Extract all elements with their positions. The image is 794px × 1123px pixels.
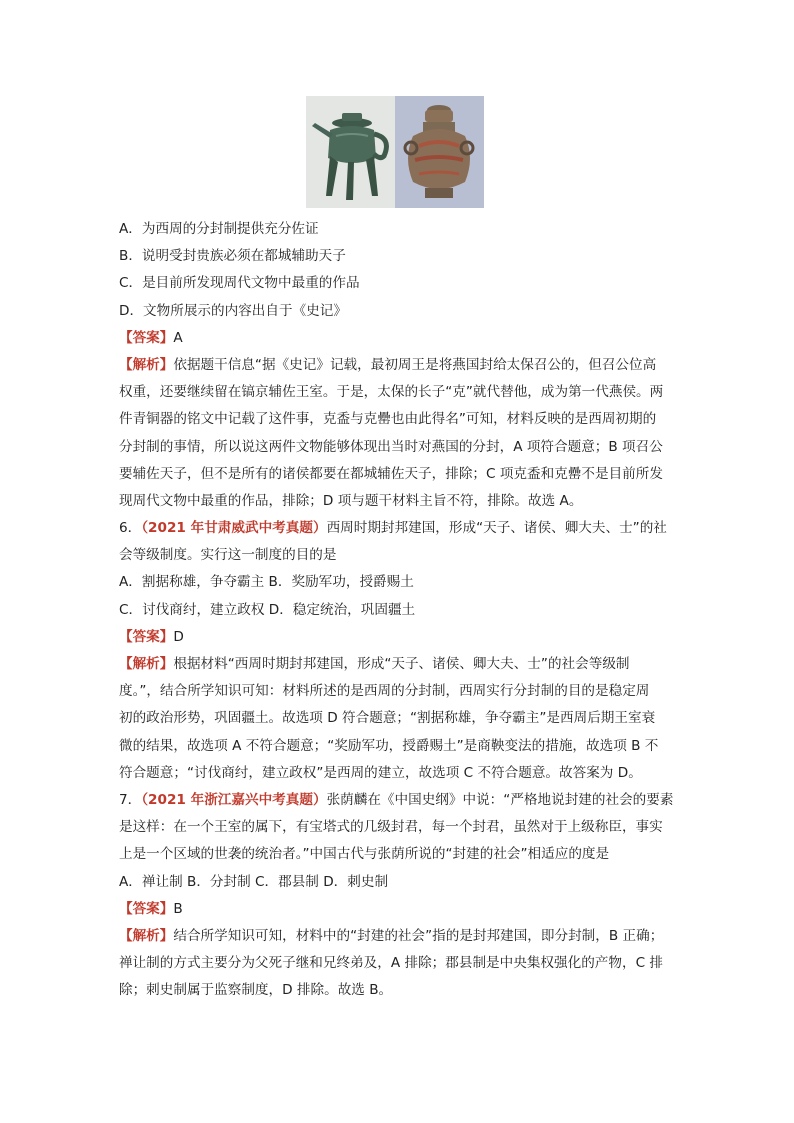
analysis-line bbox=[119, 651, 681, 678]
q7-stem-line bbox=[119, 787, 681, 814]
analysis-line: 分封制的事情，所以说这两件文物能够体现出当时对燕国的分封，A 项符合题意；B 项召公 bbox=[119, 438, 663, 455]
bronze-lei-vessel-photo bbox=[395, 96, 484, 208]
q5-analysis bbox=[119, 352, 681, 515]
q7-stem-line: 是这样：在一个王室的属下，有宝塔式的几级封君，每一个封君，虽然对于上级称臣，事实 bbox=[119, 819, 663, 836]
q7-stem-line: 上是一个区域的世袭的统治者。”中国古代与张荫所说的“封建的社会”相适应的度是 bbox=[119, 846, 610, 863]
q6-option-line: A．割据称雄，争夺霸主 B．奖励军功，授爵赐土 bbox=[119, 574, 414, 591]
bronze-vessels-figure bbox=[306, 96, 484, 208]
analysis-text: 依据题干信息“据《史记》记载，最初周王是将燕国封给太保召公的，但召公位高 bbox=[173, 356, 657, 373]
q7-answer bbox=[119, 896, 681, 923]
analysis-line: 微的结果，故选项 A 不符合题意；“奖励军功，授爵赐土”是商鞅变法的措施，故选项 B 不 bbox=[119, 737, 659, 754]
stem-text: 张荫麟在《中国史纲》中说：“严格地说封建的社会的要素 bbox=[326, 791, 674, 808]
question-number: 7． bbox=[119, 791, 142, 808]
answer-value: B bbox=[173, 900, 183, 917]
analysis-line: 除；刺史制属于监察制度，D 排除。故选 B。 bbox=[119, 982, 393, 999]
answer-value: D bbox=[173, 628, 184, 645]
analysis-line: 禅让制的方式主要分为父死子继和兄终弟及，A 排除；郡县制是中央集权强化的产物，C 排 bbox=[119, 955, 663, 972]
analysis-line: 初的政治形势，巩固疆土。故选项 D 符合题意；“割据称雄，争夺霸主”是西周后期王室衰 bbox=[119, 710, 656, 727]
question-content bbox=[119, 216, 681, 1004]
analysis-line: 现周代文物中最重的作品，排除；D 项与题干材料主旨不符，排除。故选 A。 bbox=[119, 492, 583, 509]
analysis-line bbox=[119, 923, 681, 950]
analysis-tag: 【解析】 bbox=[119, 656, 174, 672]
question-source: （2021 年浙江嘉兴中考真题） bbox=[141, 791, 327, 808]
analysis-line bbox=[119, 352, 681, 379]
analysis-line: 件青铜器的铭文中记载了这件事，克盉与克罍也由此得名”可知，材料反映的是西周初期的 bbox=[119, 411, 657, 428]
analysis-tag: 【解析】 bbox=[119, 356, 174, 373]
analysis-line: 权重，还要继续留在镐京辅佐王室。于是，太保的长子“克”就代替他，成为第一代燕侯。两 bbox=[119, 384, 664, 401]
answer-tag: 【答案】 bbox=[119, 900, 174, 917]
question-source: （2021 年甘肃威武中考真题） bbox=[141, 520, 327, 537]
q6-answer bbox=[119, 624, 681, 651]
answer-tag: 【答案】 bbox=[119, 329, 174, 346]
q5-option-a: A．为西周的分封制提供充分佐证 bbox=[119, 221, 319, 237]
question-7 bbox=[119, 787, 681, 1005]
q6-stem-line bbox=[119, 515, 681, 542]
question-6 bbox=[119, 515, 681, 787]
analysis-text: 结合所学知识可知，材料中的“封建的社会”指的是封邦建国，即分封制，B 正确； bbox=[173, 927, 664, 944]
q6-option-line: C．讨伐商纣，建立政权 D．稳定统治，巩固疆土 bbox=[119, 601, 416, 618]
q5-option-d: D．文物所展示的内容出自于《史记》 bbox=[119, 302, 347, 319]
q5-option-b: B．说明受封贵族必须在都城辅助天子 bbox=[119, 248, 346, 265]
answer-value: A bbox=[173, 329, 183, 346]
q6-stem-line: 会等级制度。实行这一制度的目的是 bbox=[119, 547, 337, 564]
analysis-tag: 【解析】 bbox=[119, 927, 174, 944]
q5-answer bbox=[119, 325, 681, 352]
analysis-line: 符合题意；“讨伐商纣，建立政权”是西周的建立，故选项 C 不符合题意。故答案为 D。 bbox=[119, 764, 642, 781]
bronze-he-vessel-photo bbox=[306, 96, 395, 208]
q5-options bbox=[119, 216, 681, 325]
analysis-line: 度。”，结合所学知识可知：材料所述的是西周的分封制，西周实行分封制的目的是稳定周 bbox=[119, 683, 650, 700]
analysis-text: 根据材料“西周时期封邦建国，形成“天子、诸侯、卿大夫、士”的社会等级制 bbox=[173, 656, 630, 672]
q7-option-line: A．禅让制 B．分封制 C．郡县制 D．刺史制 bbox=[119, 873, 389, 890]
q5-option-c: C．是目前所发现周代文物中最重的作品 bbox=[119, 275, 360, 292]
answer-tag: 【答案】 bbox=[119, 628, 174, 645]
stem-text: 西周时期封邦建国，形成“天子、诸侯、卿大夫、士”的社 bbox=[326, 520, 667, 537]
question-number: 6． bbox=[119, 520, 142, 537]
analysis-line: 要辅佐天子，但不是所有的诸侯都要在都城辅佐天子，排除；C 项克盉和克罍不是目前所发 bbox=[119, 465, 663, 482]
